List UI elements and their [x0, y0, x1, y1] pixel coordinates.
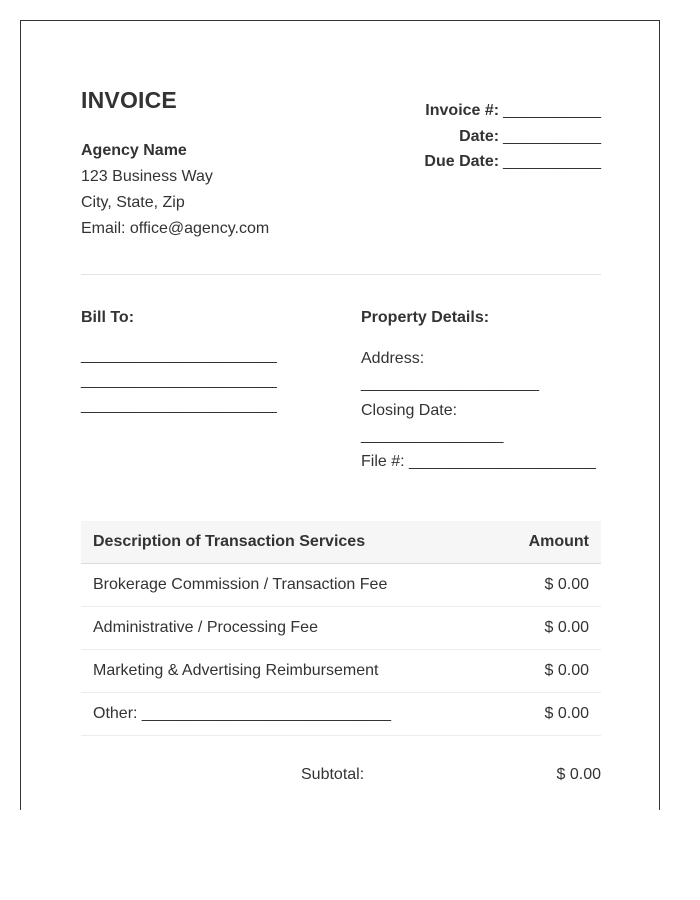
invoice-date-field[interactable]: ___________ — [503, 127, 601, 145]
agency-block — [81, 138, 269, 242]
address-field[interactable]: ____________________ — [361, 375, 539, 392]
agency-name: Agency Name — [81, 142, 187, 159]
subtotal-value: $ 0.00 — [556, 766, 601, 783]
row-amount: $ 0.00 — [544, 576, 589, 593]
due-date-label: Due Date: — [424, 153, 500, 170]
address-label: Address: — [361, 350, 425, 367]
bill-to-heading: Bill To: — [81, 309, 135, 326]
closing-date-label: Closing Date: — [361, 402, 458, 419]
invoice-number-row — [424, 98, 601, 124]
bill-to-line-3[interactable]: ______________________ — [81, 397, 277, 414]
invoice-number-label: Invoice #: — [425, 102, 500, 119]
column-header-amount: Amount — [528, 533, 589, 550]
table-row — [81, 564, 601, 607]
invoice-date-row — [424, 124, 601, 150]
due-date-row — [424, 149, 601, 175]
row-description: Marketing & Advertising Reimbursement — [93, 662, 379, 679]
agency-city: City, State, Zip — [81, 194, 185, 211]
services-table — [81, 521, 601, 736]
column-header-description: Description of Transaction Services — [93, 533, 366, 550]
due-date-field[interactable]: ___________ — [503, 153, 601, 170]
row-description: Administrative / Processing Fee — [93, 619, 318, 636]
file-number-label: File #: — [361, 453, 405, 470]
file-number-row — [361, 453, 596, 471]
table-row — [81, 650, 601, 693]
table-row — [81, 693, 601, 736]
row-amount: $ 0.00 — [544, 619, 589, 636]
invoice-meta — [424, 98, 601, 175]
table-row — [81, 607, 601, 650]
property-details-section — [361, 309, 601, 470]
row-amount: $ 0.00 — [544, 705, 589, 722]
invoice-date-label: Date: — [459, 127, 500, 145]
bill-to-line-2[interactable]: ______________________ — [81, 372, 277, 389]
invoice-title: INVOICE — [81, 87, 177, 113]
section-divider — [81, 274, 601, 275]
invoice-sheet — [20, 20, 660, 810]
row-amount: $ 0.00 — [544, 662, 589, 679]
row-description: Brokerage Commission / Transaction Fee — [93, 576, 388, 593]
bill-to-line-1[interactable]: ______________________ — [81, 347, 277, 364]
bill-to-section — [81, 309, 341, 414]
agency-email: Email: office@agency.com — [81, 220, 270, 237]
file-number-field[interactable]: _____________________ — [409, 453, 596, 470]
property-details-heading: Property Details: — [361, 309, 490, 326]
agency-street: 123 Business Way — [81, 168, 213, 185]
closing-date-field[interactable]: ________________ — [361, 427, 504, 444]
table-header — [81, 521, 601, 564]
subtotal-label: Subtotal: — [301, 766, 365, 783]
invoice-number-field[interactable]: ___________ — [503, 102, 601, 119]
row-description[interactable]: Other: ____________________________ — [93, 705, 392, 722]
